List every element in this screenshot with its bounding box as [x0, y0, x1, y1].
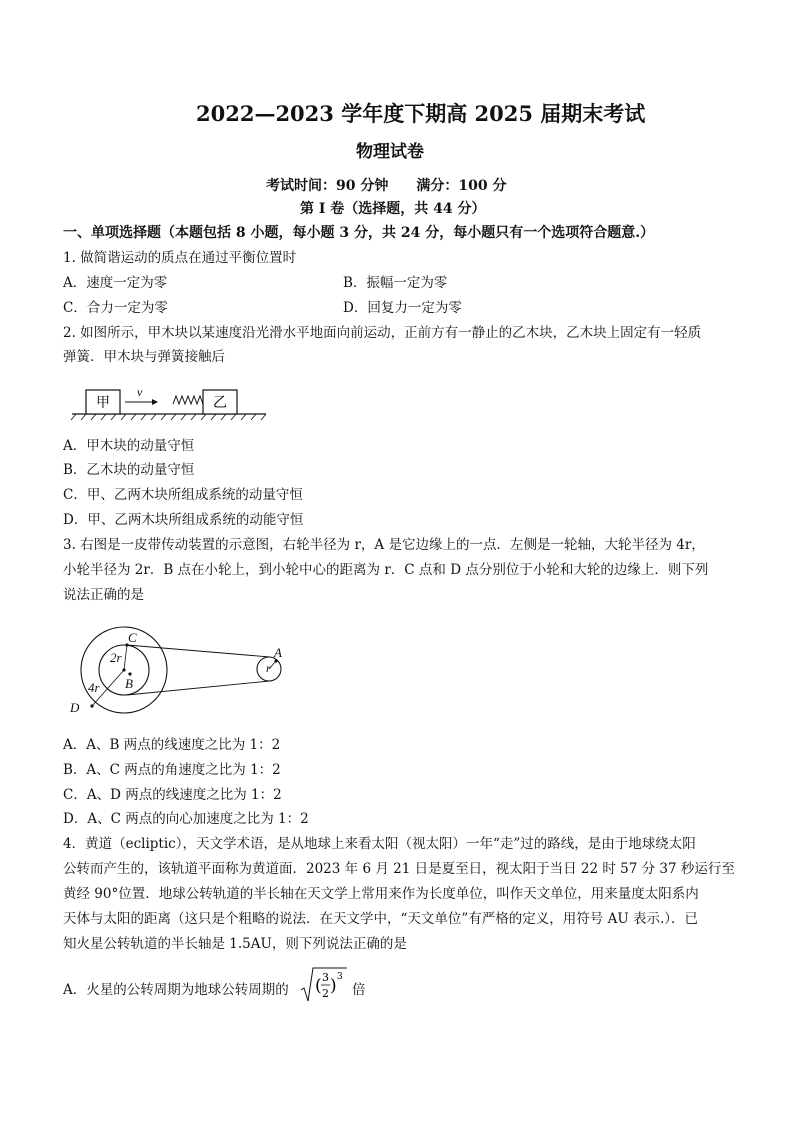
- question-2-option-c: C．甲、乙两木块所组成系统的动量守恒: [63, 487, 303, 503]
- question-3-stem-line1: 3. 右图是一皮带传动装置的示意图，右轮半径为 r，A 是它边缘上的一点．左侧是一轮轴，大轮半径为 4r，: [63, 537, 705, 553]
- question-3-option-d: D．A、C 两点的向心加速度之比为 1：2: [63, 811, 309, 827]
- question-3-stem-line2: 小轮半径为 2r．B 点在小轮上，到小轮中心的距离为 r．C 点和 D 点分别位于小轮和大轮的边缘上．则下列: [63, 562, 709, 578]
- exam-info: 考试时间：90 分钟 满分：100 分: [266, 178, 507, 194]
- question-2-option-b: B．乙木块的动量守恒: [63, 462, 195, 478]
- block-jia-label: 甲: [96, 395, 110, 411]
- question-2-option-d: D．甲、乙两木块所组成系统的动能守恒: [63, 512, 304, 528]
- question-2-option-a: A．甲木块的动量守恒: [63, 438, 195, 454]
- svg-text:): ): [330, 976, 337, 996]
- question-2-stem-line1: 2. 如图所示，甲木块以某速度沿光滑水平地面向前运动，正前方有一静止的乙木块，乙木块上固定有一轻质: [63, 325, 702, 341]
- question-1-option-a: A．速度一定为零: [63, 275, 168, 291]
- belt-lower: [127, 681, 270, 695]
- belt-upper: [127, 645, 270, 657]
- question-3-option-a: A．A、B 两点的线速度之比为 1：2: [63, 737, 281, 753]
- question-4-line4: 天体与太阳的距离（这只是个粗略的说法．在天文学中，“天文单位”有严格的定义，用符号 AU 表示.）．已: [63, 911, 699, 927]
- question-4-line3: 黄经 90°位置．地球公转轨道的半长轴在天文学上常用来作为长度单位，叫作天文单位，用来量度太阳系内: [63, 886, 699, 902]
- question-4-line2: 公转而产生的，该轨道平面称为黄道面．2023 年 6 月 21 日是夏至日，视太阳于当日 22 时 57 分 37 秒运行至: [63, 861, 735, 877]
- question-1-stem: 1. 做简谐运动的质点在通过平衡位置时: [63, 250, 297, 266]
- radius-2r-label: 2r: [110, 650, 122, 665]
- question-3-stem-line3: 说法正确的是: [63, 587, 144, 603]
- sqrt-fraction-expression: [299, 966, 349, 1006]
- velocity-label: v: [137, 385, 143, 399]
- question-4-line5: 知火星公转轨道的半长轴是 1.5AU，则下列说法正确的是: [63, 936, 407, 952]
- point-c-label: C: [128, 630, 137, 645]
- radius-r-label: r: [266, 661, 271, 675]
- question-3-option-c: C．A、D 两点的线速度之比为 1：2: [63, 787, 282, 803]
- belt-drive-figure: [60, 620, 300, 728]
- point-b-label: B: [125, 676, 133, 691]
- exam-title: 2022—2023 学年度下期高 2025 届期末考试: [196, 101, 646, 126]
- question-1-option-c: C．合力一定为零: [63, 300, 168, 316]
- volume-heading: 第 I 卷（选择题，共 44 分）: [300, 201, 486, 217]
- fraction-denominator: 2: [322, 987, 329, 1000]
- spring-blocks-figure: [70, 382, 270, 422]
- exponent: 3: [337, 972, 343, 982]
- svg-text:(: (: [315, 976, 322, 996]
- section-heading: 一、单项选择题（本题包括 8 小题，每小题 3 分，共 24 分，每小题只有一个选项符合题意.）: [63, 225, 655, 241]
- fraction-numerator: 3: [322, 971, 329, 984]
- point-d-label: D: [70, 700, 80, 715]
- question-1-option-b: B．振幅一定为零: [343, 275, 448, 291]
- option-a-suffix: 倍: [352, 982, 366, 998]
- spring: [173, 396, 203, 404]
- radius-4r-label: 4r: [88, 680, 100, 695]
- question-2-stem-line2: 弹簧．甲木块与弹簧接触后: [63, 349, 225, 365]
- question-4-line1: 4．黄道（ecliptic），天文学术语，是从地球上来看太阳（视太阳）一年“走”过的路线，是由于地球绕太阳: [63, 836, 696, 852]
- question-1-option-d: D．回复力一定为零: [343, 300, 462, 316]
- subject-title: 物理试卷: [356, 142, 424, 162]
- point-a-label: A: [274, 645, 282, 660]
- option-a-prefix: A．火星的公转周期为地球公转周期的: [63, 982, 289, 998]
- block-yi-label: 乙: [213, 395, 227, 411]
- question-3-option-b: B．A、C 两点的角速度之比为 1：2: [63, 762, 281, 778]
